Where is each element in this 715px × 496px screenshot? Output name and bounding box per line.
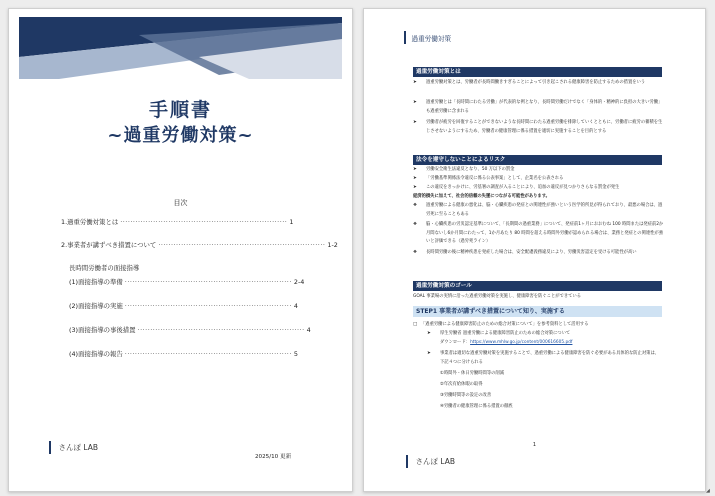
document-page-right [363,8,706,492]
header-accent-bar [404,31,406,44]
update-date: 2025/10 更新 [255,454,292,460]
toc-label: 面接指導の報告 [78,350,123,358]
download-label: ダウンロード： [440,340,471,345]
footer-accent-bar [406,455,408,468]
risk-note: 経済的損失に加えて、社会的信頼の失墜につながる可能性があります。 [413,194,550,199]
arrow-bullet-icon: ➤ [413,80,417,85]
toc-page-number: 4 [293,302,298,310]
toc-subentry-3[interactable] [69,325,311,334]
bullet-item: ➤ 労働者が疲労を回復することができないような長時間にわたる過重労働を排除していくとともに、労働者に疲労の蓄積を生じさせないようにするため、労働者の健康管理に係る措置を適切に実施することを目的とする [413,120,663,134]
bullet-item: ❖ 脳・心臓疾患の労災認定基準について、「長期間の過重業務」について、発症前1ヶ月におおむね 100 時間または発症前2か月間ないし6か月間にわたって、1か月あたり 80 時間を超える時間外労働が認められる場合は、業務と発症との関連性が強いと評価できる（過労死ライン） [413,222,664,245]
arrow-bullet-icon: ➤ [413,120,417,125]
toc-subentry-1[interactable] [69,277,305,286]
toc-number: (1) [69,278,79,286]
measure-item: ③労働時間等の設定の改善 [440,393,492,398]
download-link[interactable]: https://www.mhlw.go.jp/content/000616605.pdf [470,340,573,345]
header-title: 過重労働対策 [411,34,452,43]
toc-page-number: 4 [306,326,311,334]
toc-entry-2[interactable] [61,240,338,249]
section-heading-step1: STEP1 事業者が講ずべき措置について知り、実施する [413,306,662,317]
toc-page-number: 1 [289,218,294,226]
diamond-bullet-icon: ❖ [413,250,418,255]
goal-text: GOAL 事業場の実情に沿った過重労働対策を実施し、健康障害を防ぐことができている [413,294,582,299]
bullet-item: ❖ 過重労働による健康の悪化は、脳・心臓疾患の発症との関連性が強いという医学的所見が得られており、最悪の場合は、過労死に至ることもある [413,203,663,217]
page-corner-marker: ◢ [706,488,710,494]
toc-number: (2) [69,302,79,310]
arrow-bullet-icon: ➤ [413,167,417,172]
page-footer [406,455,455,468]
toc-leader-dots: ·································································· [124,302,292,310]
checklist-item: □ 「過重労働による健康障害防止のための総合対策について」を参考資料として活用する [413,321,665,330]
bullet-item: ➤ 労働安全衛生法違反となり、50 万以下の罰金 [413,166,665,175]
bullet-item: ➤ 過重労働対策とは、労働者が長時間働きすぎることによって引き起こされる健康障害を防止するための措置をいう [413,79,665,88]
arrow-bullet-icon: ➤ [427,331,431,336]
toc-leader-dots: ·································································· [124,350,292,358]
page-footer [49,441,98,454]
cover-banner-graphic [19,17,342,79]
footer-accent-bar [49,441,51,454]
diamond-bullet-icon: ❖ [413,203,418,208]
toc-number: 1. [61,218,68,226]
arrow-bullet-icon: ➤ [413,100,417,105]
sub-bullet-item: ➤ 厚生労働省 過重労働による健康障害防止のための総合対策について [427,330,663,339]
measure-item: ①時間外・休日労働時間等の削減 [440,371,505,376]
page-header [404,31,451,44]
toc-subentry-4[interactable] [69,349,297,358]
toc-page-number: 1-2 [327,241,338,249]
measure-item: ②年次有給休暇の取得 [440,382,483,387]
toc-section-heading: 長時間労働者の面接指導 [69,264,140,272]
bullet-item: ➤ この違反をきっかけに、労基署の調査が入ることにより、追加の違反が見つかりさらなる罰金が発生 [413,184,665,193]
arrow-bullet-icon: ➤ [413,176,417,181]
toc-label: 面接指導の実施 [78,302,123,310]
toc-page-number: 2-4 [293,278,305,286]
document-subtitle: ~過重労働対策~ [107,125,254,146]
document-page-left [8,8,353,492]
download-line [440,339,663,348]
toc-heading: 目次 [173,199,188,207]
toc-label: 面接指導の事後措置 [78,326,136,334]
toc-label: 過重労働対策とは [67,218,119,226]
toc-page-number: 5 [293,350,298,358]
toc-number: (4) [69,350,79,358]
toc-leader-dots: ·································································· [124,278,292,286]
document-title: 手順書 [148,99,212,121]
toc-subentry-2[interactable] [69,301,297,310]
sub-bullet-item: ➤ 事業者は適切な過重労働対策を実施することで、過重労働による健康障害を防ぐ必要がある具体的な防止対策は、下記４つに分けられる [427,351,660,365]
footer-brand: さんぽ LAB [415,457,456,466]
section-heading-goal: 過重労働対策のゴール [413,281,662,291]
arrow-bullet-icon: ➤ [427,351,431,356]
bullet-item: ➤ 過重労働とは「長時間にわたる労働」が代表的な例となり、長時間労働だけでなく「身体的・精神的に負担の大きい労働」も過重労働に含まれる [413,100,663,114]
toc-label: 事業者が講ずべき措置について [67,241,157,249]
toc-number: 2. [61,241,68,249]
toc-entry-1[interactable] [61,217,293,226]
bullet-item: ❖ 長時間労働の後に精神疾患を発症した場合は、安全配慮義務違反により、労働災害認定を受ける可能性が高い [413,249,665,258]
arrow-bullet-icon: ➤ [413,185,417,190]
toc-leader-dots: ·································································· [158,241,326,249]
toc-leader-dots: ·································································· [137,326,305,334]
page-number: 1 [532,442,537,448]
toc-label: 面接指導の準備 [78,278,123,286]
footer-brand: さんぽ LAB [58,443,99,452]
section-heading-risk: 法令を遵守しないことによるリスク [413,155,662,165]
measure-item: ④労働者の健康管理に係る措置の徹底 [440,404,513,409]
checkbox-icon: □ [413,322,418,327]
section-heading-definition: 過重労働対策とは [413,67,662,77]
toc-leader-dots: ·································································· [120,218,288,226]
toc-number: (3) [69,326,79,334]
diamond-bullet-icon: ❖ [413,222,418,227]
bullet-item: ➤ 「労働基準関係法令違反に係る公表事案」として、企業名を公表される [413,175,665,184]
